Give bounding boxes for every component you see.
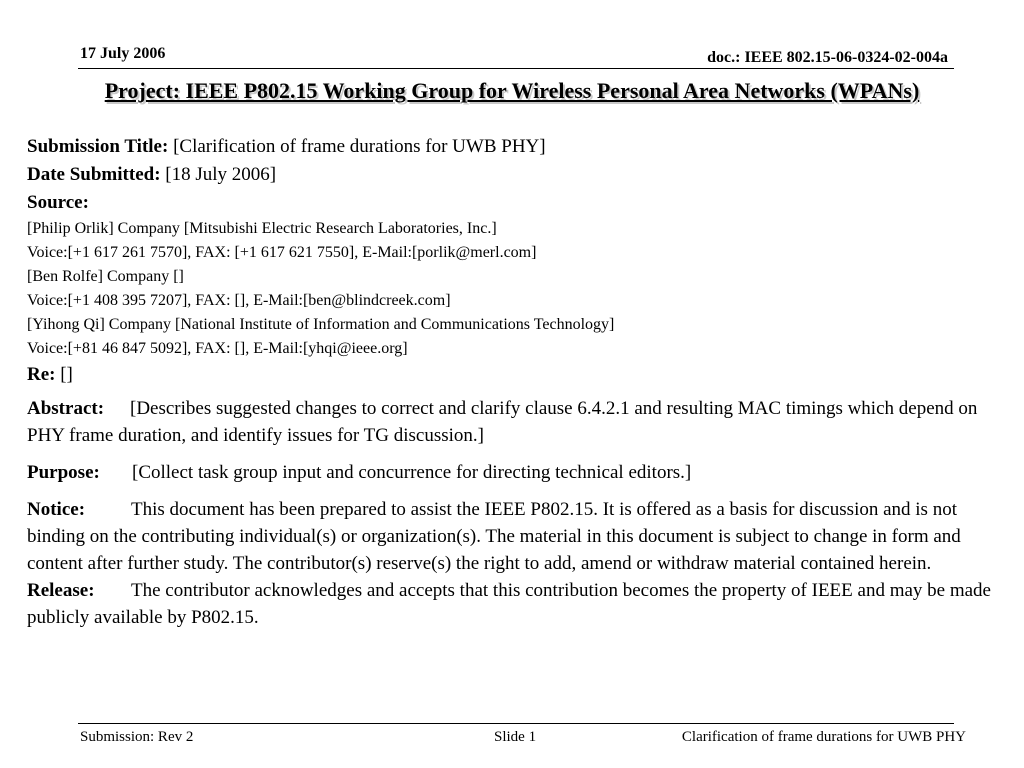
notice-text: This document has been prepared to assist the IEEE P802.15. It is offered as a basis for discussion and is not binding on the contributing individual(s) or organization(s). The material in this document is subject to change in form and content after further study. The contributor(s) reserve(s) the right to add, amend or withdraw material contained herein. bbox=[27, 499, 961, 574]
release-text: The contributor acknowledges and accepts that this contribution becomes the property of IEEE and may be made publicly available by P802.15. bbox=[27, 580, 991, 628]
footer-divider bbox=[78, 723, 954, 724]
release-paragraph bbox=[27, 577, 1002, 631]
project-title: Project: IEEE P802.15 Working Group for Wireless Personal Area Networks (WPANs) bbox=[104, 78, 920, 103]
re-value: [] bbox=[60, 364, 73, 385]
footer-title: Clarification of frame durations for UWB PHY bbox=[681, 729, 966, 745]
header-doc-id: doc.: IEEE 802.15-06-0324-02-004a bbox=[707, 49, 948, 66]
purpose-text: [Collect task group input and concurrence for directing technical editors.] bbox=[132, 462, 692, 483]
source-label: Source: bbox=[27, 192, 89, 213]
source-line: Voice:[+81 46 847 5092], FAX: [], E-Mail:[yhqi@ieee.org] bbox=[27, 340, 408, 357]
footer-submission: Submission: Rev 2 bbox=[80, 729, 194, 745]
submission-title-row bbox=[27, 133, 1002, 161]
submission-title-value: [Clarification of frame durations for UWB PHY] bbox=[173, 136, 546, 157]
source-line: Voice:[+1 617 261 7570], FAX: [+1 617 621 7550], E-Mail:[porlik@merl.com] bbox=[27, 244, 537, 261]
date-submitted-label: Date Submitted: bbox=[27, 164, 161, 185]
source-line: [Yihong Qi] Company [National Institute of Information and Communications Technology] bbox=[27, 316, 615, 333]
release-label: Release: bbox=[27, 580, 95, 601]
notice-label: Notice: bbox=[27, 499, 86, 520]
header-date: 17 July 2006 bbox=[80, 45, 166, 62]
header-divider bbox=[78, 68, 954, 69]
abstract-label: Abstract: bbox=[27, 398, 105, 419]
footer-slide-number: Slide 1 bbox=[494, 729, 537, 745]
date-submitted-row bbox=[27, 161, 1002, 189]
re-label: Re: bbox=[27, 364, 56, 385]
abstract-text: [Describes suggested changes to correct and clarify clause 6.4.2.1 and resulting MAC timings which depend on PHY frame duration, and identify issues for TG discussion.] bbox=[27, 398, 978, 446]
source-line: [Philip Orlik] Company [Mitsubishi Electric Research Laboratories, Inc.] bbox=[27, 220, 497, 237]
notice-paragraph bbox=[27, 496, 1002, 577]
source-line: [Ben Rolfe] Company [] bbox=[27, 268, 184, 285]
purpose-label: Purpose: bbox=[27, 462, 100, 483]
re-row bbox=[27, 361, 1002, 389]
submission-body bbox=[27, 133, 1002, 631]
date-submitted-value: [18 July 2006] bbox=[165, 164, 277, 185]
abstract-paragraph bbox=[27, 395, 1002, 449]
source-line: Voice:[+1 408 395 7207], FAX: [], E-Mail:[ben@blindcreek.com] bbox=[27, 292, 451, 309]
submission-title-label: Submission Title: bbox=[27, 136, 169, 157]
purpose-paragraph bbox=[27, 459, 1002, 486]
